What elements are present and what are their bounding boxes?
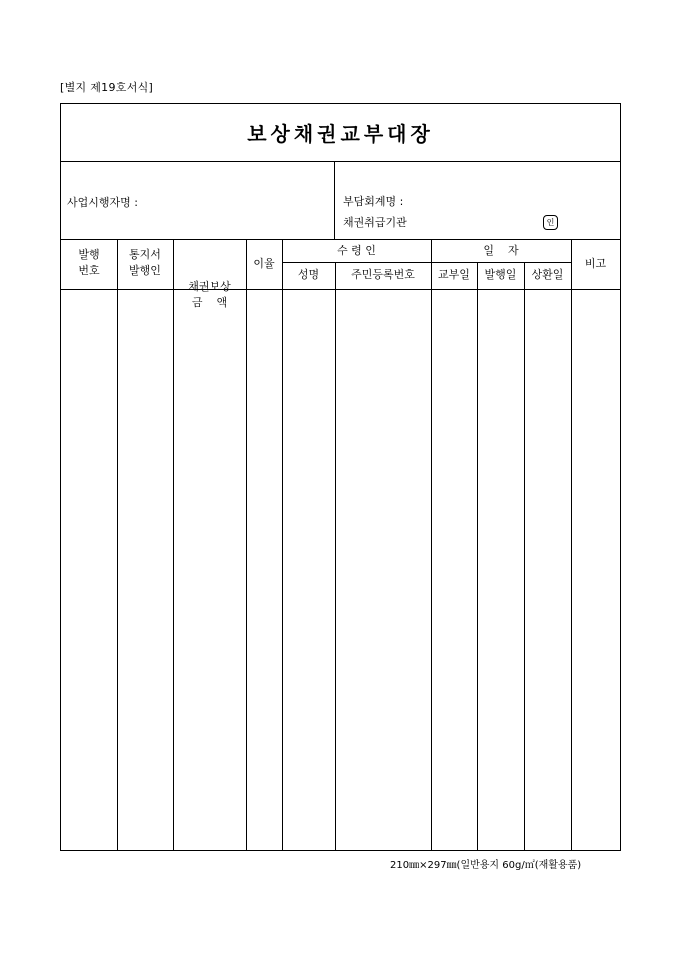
col-divider: [117, 240, 118, 850]
col-divider: [524, 262, 525, 850]
col-divider: [246, 240, 247, 850]
info-divider: [334, 162, 335, 240]
col-interest: 이율: [253, 257, 275, 270]
header-bottom-line: [61, 289, 620, 290]
col-bond-amount: 채권보상 금 액: [188, 280, 231, 309]
col-divider: [335, 262, 336, 850]
col-divider: [282, 240, 283, 850]
seal-mark: 인: [543, 215, 558, 230]
bond-agency-label: 채권취급기관: [343, 216, 407, 229]
page-title: 보상채권교부대장: [61, 104, 620, 162]
form-number: [별지 제19호서식]: [60, 81, 154, 94]
col-recipient: 수 령 인: [337, 244, 376, 257]
col-divider: [571, 240, 572, 850]
register-form: [60, 103, 621, 851]
col-dates: 일 자: [483, 244, 519, 257]
col-remarks: 비고: [584, 257, 607, 270]
col-divider: [477, 262, 478, 850]
col-redemption-date: 상환일: [531, 268, 564, 281]
col-resident-no: 주민등록번호: [351, 268, 415, 281]
col-divider: [431, 240, 432, 850]
info-section: [61, 162, 620, 240]
paper-spec: 210㎜×297㎜(일반용지 60g/㎡(재활용품): [390, 860, 582, 871]
col-notice-issuer: 통지서 발행인: [129, 248, 161, 277]
operator-name-label: 사업시행자명 :: [67, 196, 138, 209]
accounting-name-label: 부담회계명 :: [343, 195, 404, 208]
col-publish-date: 발행일: [484, 268, 517, 281]
subheader-line: [282, 262, 571, 263]
col-issue-no: 발행 번호: [78, 248, 100, 277]
col-recipient-name: 성명: [297, 268, 320, 281]
col-issue-date: 교부일: [438, 268, 470, 281]
